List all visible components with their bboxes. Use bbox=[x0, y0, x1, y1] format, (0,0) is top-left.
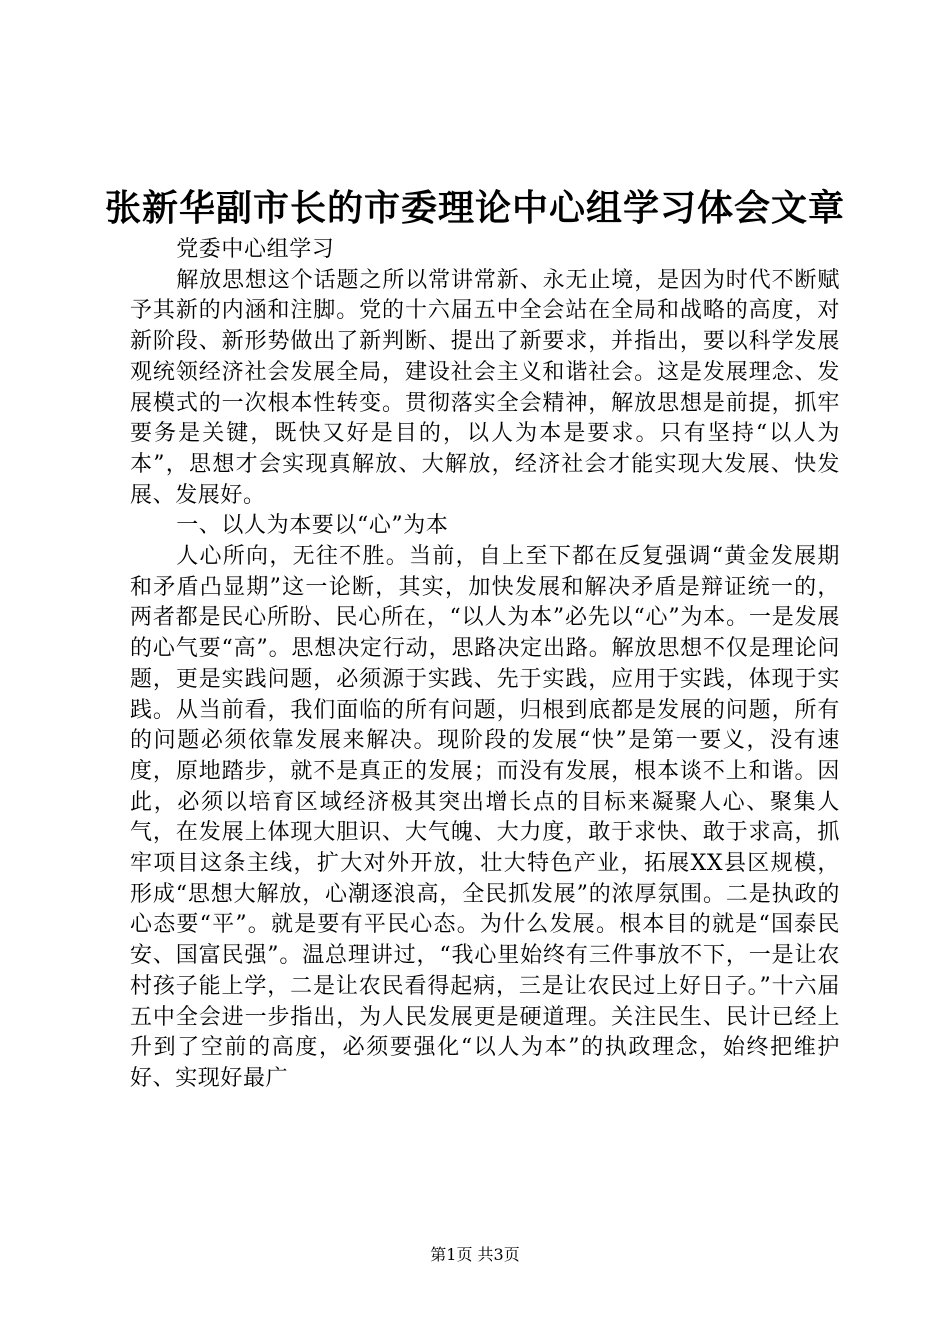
paragraph-intro: 解放思想这个话题之所以常讲常新、永无止境，是因为时代不断赋予其新的内涵和注脚。党的十六届五中全会站在全局和战略的高度，对新阶段、新形势做出了新判断、提出了新要求，并指出，要以科学发展观统领经济社会发展全局，建设社会主义和谐社会。这是发展理念、发展模式的一次根本性转变。贯彻落实全会精神，解放思想是前提，抓牢要务是关键，既快又好是目的，以人为本是要求。只有坚持“以人为本”，思想才会实现真解放、大解放，经济社会才能实现大发展、快发展、发展好。 bbox=[130, 267, 840, 508]
section-heading-1: 一、以人为本要以“心”为本 bbox=[176, 513, 449, 539]
document-body bbox=[130, 235, 840, 1095]
paragraph-subtitle: 党委中心组学习 bbox=[176, 237, 335, 262]
page-footer: 第1页 共3页 bbox=[430, 1245, 520, 1264]
paragraph-section-1: 人心所向，无往不胜。当前，自上至下都在反复强调“黄金发展期和矛盾凸显期”这一论断，其实，加快发展和解决矛盾是辩证统一的，两者都是民心所盼、民心所在，“以人为本”必先以“心”为本。一是发展的心气要“高”。思想决定行动，思路决定出路。解放思想不仅是理论问题，更是实践问题，必须源于实践、先于实践，应用于实践，体现于实践。从当前看，我们面临的所有问题，归根到底都是发展的问题，所有的问题必须依靠发展来解决。现阶段的发展“快”是第一要义，没有速度，原地踏步，就不是真正的发展；而没有发展，根本谈不上和谐。因此，必须以培育区域经济极其突出增长点的目标来凝聚人心、聚集人气，在发展上体现大胆识、大气魄、大力度，敢于求快、敢于求高，抓牢项目这条主线，扩大对外开放，壮大特色产业，拓展XX县区规模，形成“思想大解放，心潮逐浪高，全民抓发展”的浓厚氛围。二是执政的心态要“平”。就是要有平民心态。为什么发展。根本目的就是“国泰民安、国富民强”。温总理讲过，“我心里始终有三件事放不下，一是让农村孩子能上学，二是让农民看得起病，三是让农民过上好日子。”十六届五中全会进一步指出，为人民发展更是硬道理。关注民生、民计已经上升到了空前的高度，必须要强化“以人为本”的执政理念，始终把维护好、实现好最广 bbox=[130, 544, 840, 1091]
document-title: 张新华副市长的市委理论中心组学习体会文章 bbox=[104, 187, 845, 229]
